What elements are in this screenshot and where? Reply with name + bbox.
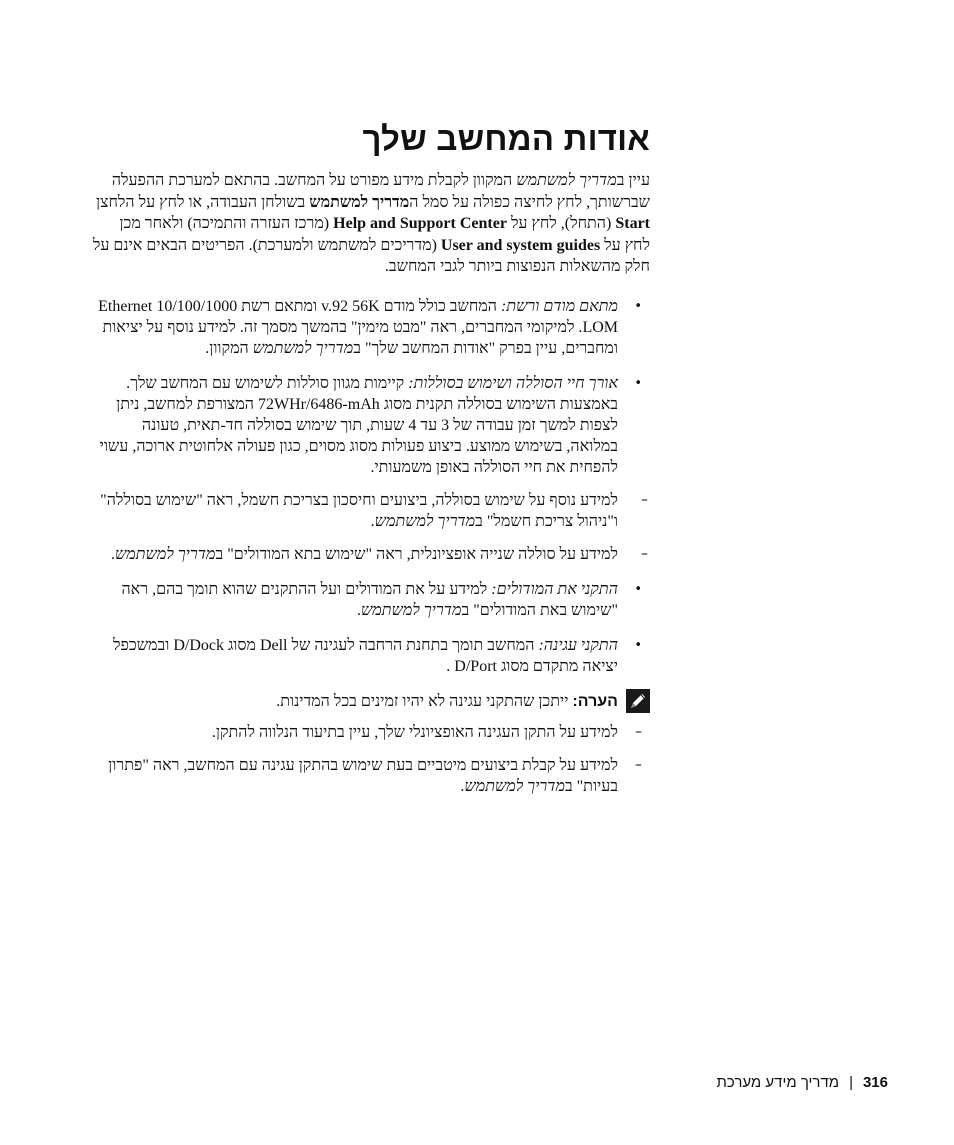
user-guide-ref: מדריך למשתמש: [360, 601, 462, 619]
item-text: המחשב תומך בתחנת הרחבה לעגינה של Dell מסוג D/Dock ובמשכפל יציאה מתקדם מסוג D/Port .: [113, 636, 618, 675]
intro-text: בשולחן העבודה, או לחץ על הלחצן: [96, 193, 310, 211]
user-guide-ref: מדריך למשתמש: [464, 777, 565, 795]
item-text: למידע על את המודולים ועל ההתקנים שהוא תומך בהם, ראה "שימוש באת המודולים" ב: [121, 580, 618, 619]
sub-text-end: .: [460, 777, 465, 795]
sub-text: למידע על סוללה שנייה אופציונלית, ראה "שימוש בתא המודולים" ב: [215, 545, 618, 563]
sub-text-end: .: [110, 545, 115, 563]
intro-text: עיין ב: [616, 172, 650, 189]
guide-title: מדריך מידע מערכת: [716, 1074, 840, 1091]
list-item-docking: [92, 635, 650, 677]
footer-separator: |: [849, 1074, 853, 1091]
bullet-icon: •: [634, 298, 642, 314]
item-label: התקני את המודולים:: [491, 580, 618, 598]
list-item-modules: [92, 579, 650, 621]
sub-text: למידע נוסף על שימוש בסוללה, ביצועים וחיסכון בצריכת חשמל, ראה "שימוש בסוללה" ו"ניהול צריכת חשמל" ב: [100, 491, 618, 530]
page-footer: [698, 1074, 888, 1094]
item-text: המחשב כולל מודם v.92 56K ומתאם רשת 10/100/1000 Ethernet LOM. למיקומי המחברים, ראה "מבט מימין" בהמשך מסמך זה. למידע נוסף על יציאות ומחברים, עיין בפרק "אודות המחשב שלך" ב: [98, 297, 618, 357]
battery-sublist: [92, 490, 648, 565]
intro-text: (התחל), לחץ על: [506, 215, 616, 232]
start-button-label: Start: [615, 215, 650, 232]
sublist-item: [92, 755, 650, 797]
sub-text: למידע על קבלת ביצועים מיטביים בעת שימוש בהתקן עגינה עם המחשב, ראה "פתרון בעיות" ב: [108, 756, 618, 795]
user-guides-label: User and system guides: [440, 236, 601, 254]
bullet-icon: •: [634, 375, 642, 391]
dash-icon: –: [635, 723, 642, 740]
dash-icon: –: [641, 545, 648, 562]
dash-icon: –: [635, 756, 642, 773]
note-box: [92, 691, 650, 712]
user-guide-ref: מדריך למשתמש: [374, 512, 476, 530]
user-guide-ref: מדריך למשתמש: [114, 545, 216, 563]
user-guide-ref: מדריך למשתמש: [516, 172, 617, 189]
user-guide-icon-label: מדריך למשתמש: [309, 193, 410, 211]
feature-list: [92, 296, 650, 677]
list-item-battery: [92, 373, 650, 565]
user-guide-ref: מדריך למשתמש: [252, 339, 354, 357]
help-center-label: Help and Support Center: [333, 215, 507, 232]
page-number: 316: [862, 1074, 888, 1091]
sublist-item: [92, 544, 648, 565]
page-title: אודות המחשב שלך: [362, 120, 650, 157]
bullet-icon: •: [634, 637, 642, 653]
item-text-end: .: [356, 601, 361, 619]
note-sublist: [92, 722, 650, 797]
intro-paragraph: [92, 170, 650, 278]
note-label: הערה:: [572, 692, 618, 710]
item-label: אורך חיי הסוללה ושימוש בסוללות:: [408, 374, 618, 392]
dash-icon: –: [641, 491, 648, 508]
item-text: קיימות מגוון סוללות לשימוש עם המחשב שלך. באמצעות השימוש בסוללה תקנית מסוג 72WHr/6486-mAh המצורפת למחשב, ניתן לצפות למשך זמן עבודה של 3 עד 4 שעות, תוך שימוש בסוללה חד-תאית, טעונה במלואה, בשימוש ממוצע. ביצוע פעולות מסוג מסוים, כגון פעולה אלחוטית ארוכה, עשוי להפחית את חיי הסוללה באופן משמעותי.: [99, 374, 618, 476]
item-text-end: המקוון.: [205, 339, 253, 357]
sub-text-end: .: [370, 512, 375, 530]
intro-text: (מדריכים למשתמש ולמערכת). הפריטים הבאים אינם על חלק מהשאלות הנפוצות ביותר לגבי המחשב.: [92, 236, 650, 275]
intro-text: (מרכז העזרה והתמיכה) ולאחר מכן לחץ על: [119, 215, 650, 254]
item-label: התקני עגינה:: [538, 636, 618, 654]
sublist-item: [92, 722, 650, 743]
bullet-icon: •: [634, 581, 642, 597]
sublist-item: [92, 490, 648, 532]
note-text: ייתכן שהתקני עגינה לא יהיו זמינים בכל המדינות.: [276, 692, 573, 710]
intro-text: המקוון לקבלת מידע מפורט על המחשב. בהתאם למערכת ההפעלה שברשותך, לחץ לחיצה כפולה על סמל ה: [111, 172, 650, 211]
list-item-modem: [92, 296, 650, 359]
note-pencil-icon: [626, 689, 650, 713]
item-label: מתאם מודם ורשת:: [500, 297, 618, 315]
content: [92, 120, 650, 809]
sub-text: למידע על התקן העגינה האופציונלי שלך, עיין בתיעוד הנלווה להתקן.: [211, 723, 618, 741]
